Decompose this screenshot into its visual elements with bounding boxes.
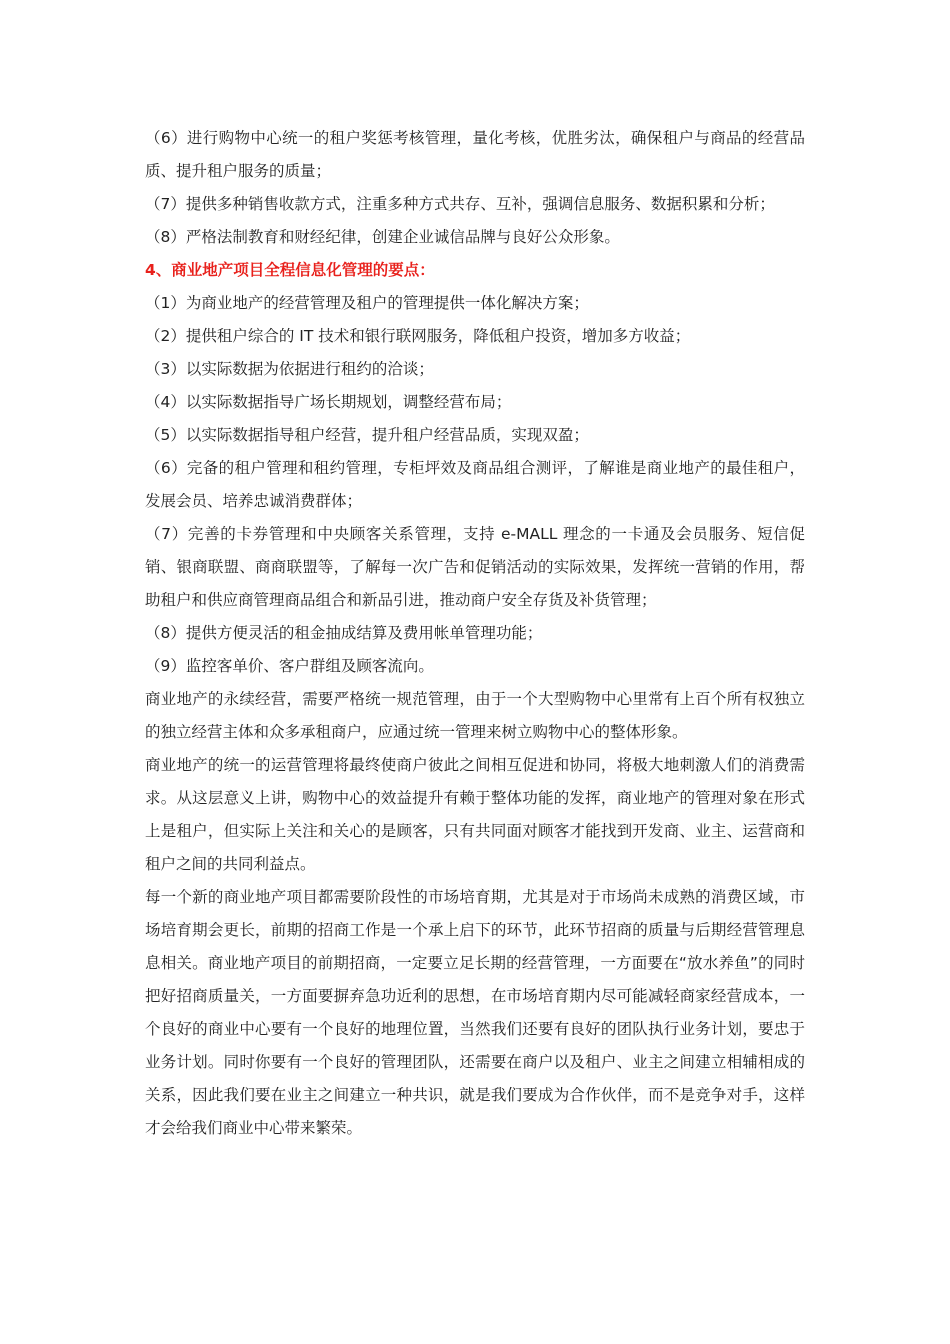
list-item: （6）完备的租户管理和租约管理，专柜坪效及商品组合测评，了解谁是商业地产的最佳租户，发展会员、培养忠诚消费群体； [145,459,805,510]
document-body [145,122,805,1145]
list-item: （2）提供租户综合的 IT 技术和银行联网服务，降低租户投资，增加多方收益； [145,327,691,345]
body-paragraph: 商业地产的永续经营，需要严格统一规范管理，由于一个大型购物中心里常有上百个所有权独立的独立经营主体和众多承租商户，应通过统一管理来树立购物中心的整体形象。 [145,690,805,741]
list-item: （7）提供多种销售收款方式，注重多种方式共存、互补，强调信息服务、数据积累和分析； [145,195,775,213]
list-item: （4）以实际数据指导广场长期规划，调整经营布局； [145,393,512,411]
list-item: （6）进行购物中心统一的租户奖惩考核管理，量化考核，优胜劣汰，确保租户与商品的经营品质、提升租户服务的质量； [145,129,805,180]
list-item: （1）为商业地产的经营管理及租户的管理提供一体化解决方案； [145,294,589,312]
list-item: （5）以实际数据指导租户经营，提升租户经营品质，实现双盈； [145,426,589,444]
body-paragraph: 每一个新的商业地产项目都需要阶段性的市场培育期，尤其是对于市场尚未成熟的消费区域，市场培育期会更长，前期的招商工作是一个承上启下的环节，此环节招商的质量与后期经营管理息息相关。商业地产项目的前期招商，一定要立足长期的经营管理，一方面要在“放水养鱼”的同时把好招商质量关，一方面要摒弃急功近利的思想，在市场培育期内尽可能减轻商家经营成本，一个良好的商业中心要有一个良好的地理位置，当然我们还要有良好的团队执行业务计划，要忠于业务计划。同时你要有一个良好的管理团队，还需要在商户以及租户、业主之间建立相辅相成的关系，因此我们要在业主之间建立一种共识，就是我们要成为合作伙伴，而不是竞争对手，这样才会给我们商业中心带来繁荣。 [145,888,805,1137]
body-paragraph: 商业地产的统一的运营管理将最终使商户彼此之间相互促进和协同，将极大地刺激人们的消费需求。从这层意义上讲，购物中心的效益提升有赖于整体功能的发挥，商业地产的管理对象在形式上是租户，但实际上关注和关心的是顾客，只有共同面对顾客才能找到开发商、业主、运营商和租户之间的共同利益点。 [145,756,805,873]
list-item: （8）提供方便灵活的租金抽成结算及费用帐单管理功能； [145,624,543,642]
list-item: （9）监控客单价、客户群组及顾客流向。 [145,657,434,675]
section-heading: 4、商业地产项目全程信息化管理的要点： [145,261,435,279]
list-item: （8）严格法制教育和财经纪律，创建企业诚信品牌与良好公众形象。 [145,228,620,246]
list-item: （7）完善的卡券管理和中央顾客关系管理，支持 e-MALL 理念的一卡通及会员服务、短信促销、银商联盟、商商联盟等，了解每一次广告和促销活动的实际效果，发挥统一营销的作用，帮助租户和供应商管理商品组合和新品引进，推动商户安全存货及补货管理； [145,525,805,609]
list-item: （3）以实际数据为依据进行租约的洽谈； [145,360,434,378]
